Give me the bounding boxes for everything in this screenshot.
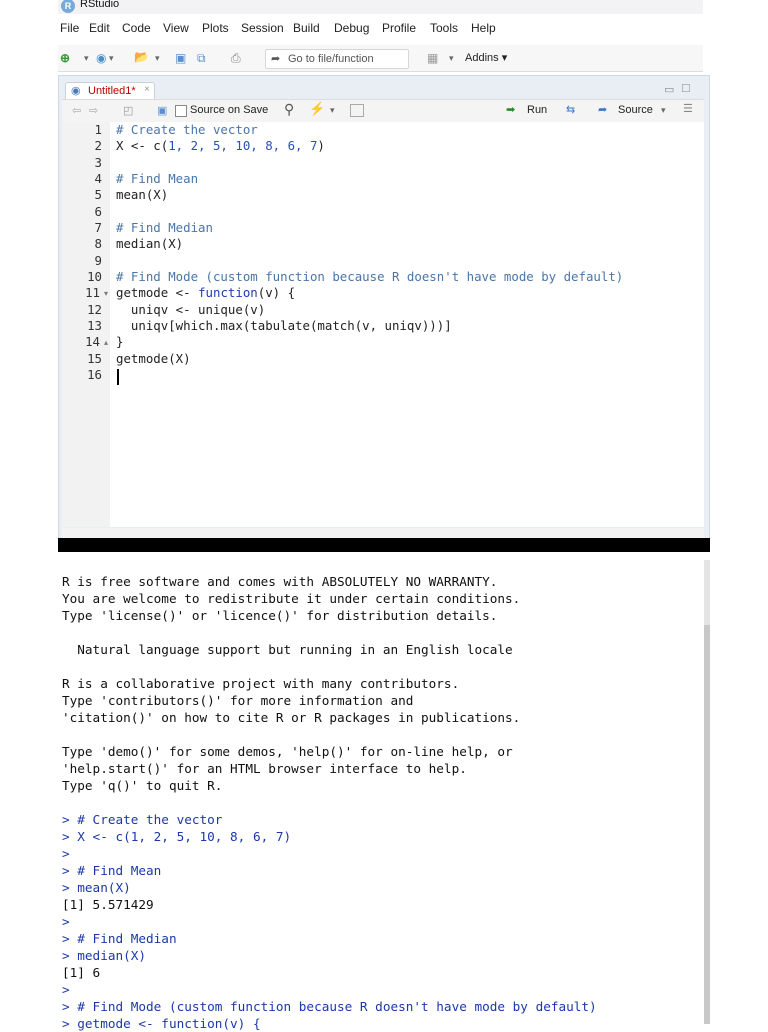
- code-line: X <- c(1, 2, 5, 10, 8, 6, 7): [116, 138, 325, 153]
- menu-file[interactable]: File: [60, 21, 80, 35]
- minimize-pane-icon[interactable]: ▭: [664, 84, 675, 96]
- console-line: Type 'license()' or 'licence()' for distribution details.: [62, 608, 498, 623]
- line-number: 5: [94, 187, 102, 202]
- menu-edit[interactable]: Edit: [89, 21, 110, 35]
- line-number: 3: [94, 155, 102, 170]
- console-line: Type 'q()' to quit R.: [62, 778, 223, 793]
- editor-statusbar: [62, 528, 704, 538]
- app-title: RStudio: [80, 0, 120, 10]
- rerun-icon[interactable]: ⇆: [566, 104, 576, 116]
- code-line: }: [116, 334, 124, 349]
- close-icon[interactable]: ×: [144, 84, 150, 95]
- console-line: Type 'demo()' for some demos, 'help()' for on-line help, or: [62, 744, 513, 759]
- show-in-window-icon[interactable]: ◰: [123, 105, 134, 117]
- compile-report-icon[interactable]: [350, 104, 364, 117]
- wand-icon[interactable]: ⚡: [309, 101, 326, 116]
- code-line: # Find Median: [116, 220, 213, 235]
- search-icon[interactable]: ⚲: [284, 101, 295, 117]
- menu-debug[interactable]: Debug: [334, 21, 370, 35]
- print-icon[interactable]: ⎙: [231, 51, 241, 65]
- line-number: 2: [94, 138, 102, 153]
- source-on-save-checkbox[interactable]: [175, 105, 187, 117]
- line-number: 16: [87, 367, 102, 382]
- code-line: uniqv[which.max(tabulate(match(v, uniqv)))]: [116, 318, 452, 333]
- console-input-line: > mean(X): [62, 880, 131, 895]
- console-line: Natural language support but running in an English locale: [62, 642, 513, 657]
- editor-tab-label: Untitled1*: [88, 85, 136, 97]
- save-all-icon[interactable]: ⧉: [197, 51, 206, 65]
- menu-tools[interactable]: Tools: [430, 21, 459, 35]
- console-input-line: > # Find Median: [62, 931, 177, 946]
- back-arrow-icon[interactable]: ⇦: [72, 105, 82, 117]
- document-outline-icon[interactable]: ☰: [683, 103, 693, 115]
- console-scrollbar-thumb[interactable]: [704, 625, 710, 1024]
- source-button[interactable]: Source: [618, 104, 653, 116]
- console-input-line: >: [62, 846, 70, 861]
- line-number: 7: [94, 220, 102, 235]
- new-file-dropdown-icon[interactable]: ▾: [84, 53, 89, 63]
- editor-tab-untitled1[interactable]: [65, 82, 155, 100]
- code-tools-dropdown-icon[interactable]: ▾: [330, 105, 335, 115]
- source-arrow-icon[interactable]: ➦: [598, 104, 608, 116]
- source-dropdown-icon[interactable]: ▾: [661, 105, 666, 115]
- code-line: # Create the vector: [116, 122, 258, 137]
- grid-icon[interactable]: ▦: [427, 51, 439, 65]
- line-number: 6: [94, 204, 102, 219]
- console-output-line: [1] 6: [62, 965, 101, 980]
- line-number: 12: [87, 302, 102, 317]
- console-input-line: >: [62, 982, 70, 997]
- console-input-line: > # Create the vector: [62, 812, 223, 827]
- save-icon[interactable]: ▣: [175, 51, 187, 65]
- line-number: 11: [85, 285, 100, 300]
- console-line: You are welcome to redistribute it under certain conditions.: [62, 591, 521, 606]
- code-line: median(X): [116, 236, 184, 251]
- open-file-icon[interactable]: 📂: [134, 50, 149, 64]
- goto-file-input[interactable]: [265, 49, 409, 69]
- line-number: 1: [94, 122, 102, 137]
- line-number: 9: [94, 253, 102, 268]
- console-input-line: > # Find Mean: [62, 863, 162, 878]
- console-input-line: > X <- c(1, 2, 5, 10, 8, 6, 7): [62, 829, 292, 844]
- menu-plots[interactable]: Plots: [202, 21, 229, 35]
- text-cursor: [117, 369, 119, 385]
- run-button[interactable]: Run: [527, 104, 548, 116]
- code-line: uniqv <- unique(v): [116, 302, 266, 317]
- open-dropdown-icon[interactable]: ▾: [155, 53, 160, 63]
- fold-icon[interactable]: ▴: [104, 338, 109, 347]
- menu-code[interactable]: Code: [122, 21, 151, 35]
- line-number: 4: [94, 171, 102, 186]
- line-number: 15: [87, 351, 102, 366]
- menu-build[interactable]: Build: [293, 21, 320, 35]
- console-line: Type 'contributors()' for more information and: [62, 693, 414, 708]
- grid-dropdown-icon[interactable]: ▾: [449, 53, 454, 63]
- menu-view[interactable]: View: [163, 21, 189, 35]
- console-output-line: [1] 5.571429: [62, 897, 154, 912]
- forward-arrow-icon[interactable]: ⇨: [89, 105, 99, 117]
- line-number: 14: [85, 334, 100, 349]
- pane-separator: [58, 538, 710, 552]
- window-titlebar: [58, 0, 703, 14]
- project-dropdown-icon[interactable]: ▾: [109, 53, 114, 63]
- line-number: 10: [87, 269, 102, 284]
- console-line: R is a collaborative project with many contributors.: [62, 676, 460, 691]
- addins-menu[interactable]: Addins ▾: [465, 52, 508, 64]
- menu-profile[interactable]: Profile: [382, 21, 417, 35]
- goto-arrow-icon: ➦: [271, 53, 281, 65]
- console-input-line: > getmode <- function(v) {: [62, 1016, 261, 1031]
- console-line: 'help.start()' for an HTML browser interface to help.: [62, 761, 467, 776]
- goto-file-placeholder: Go to file/function: [288, 53, 374, 65]
- console-input-line: >: [62, 914, 70, 929]
- code-line: getmode <- function(v) {: [116, 285, 296, 300]
- source-on-save-label: Source on Save: [190, 104, 269, 116]
- r-logo-icon: R: [61, 0, 75, 13]
- fold-icon[interactable]: ▾: [104, 289, 109, 298]
- line-number: 13: [87, 318, 102, 333]
- code-line: getmode(X): [116, 351, 191, 366]
- console-line: 'citation()' on how to cite R or R packages in publications.: [62, 710, 521, 725]
- save-icon[interactable]: ▣: [157, 105, 168, 117]
- menu-session[interactable]: Session: [241, 21, 284, 35]
- code-line: # Find Mean: [116, 171, 199, 186]
- new-file-icon[interactable]: ⊕: [60, 51, 71, 65]
- console-input-line: > median(X): [62, 948, 147, 963]
- maximize-pane-icon[interactable]: □: [682, 80, 690, 95]
- code-line: # Find Mode (custom function because R doesn't have mode by default): [116, 269, 624, 284]
- menu-help[interactable]: Help: [471, 21, 496, 35]
- menu-bar: [58, 18, 703, 40]
- open-project-icon[interactable]: ◉: [96, 51, 107, 65]
- console-line: R is free software and comes with ABSOLUTELY NO WARRANTY.: [62, 574, 498, 589]
- run-arrow-icon[interactable]: ➡: [506, 104, 516, 116]
- r-script-icon: ◉: [71, 85, 81, 97]
- console-input-line: > # Find Mode (custom function because R doesn't have mode by default): [62, 999, 597, 1014]
- line-number: 8: [94, 236, 102, 251]
- code-line: mean(X): [116, 187, 169, 202]
